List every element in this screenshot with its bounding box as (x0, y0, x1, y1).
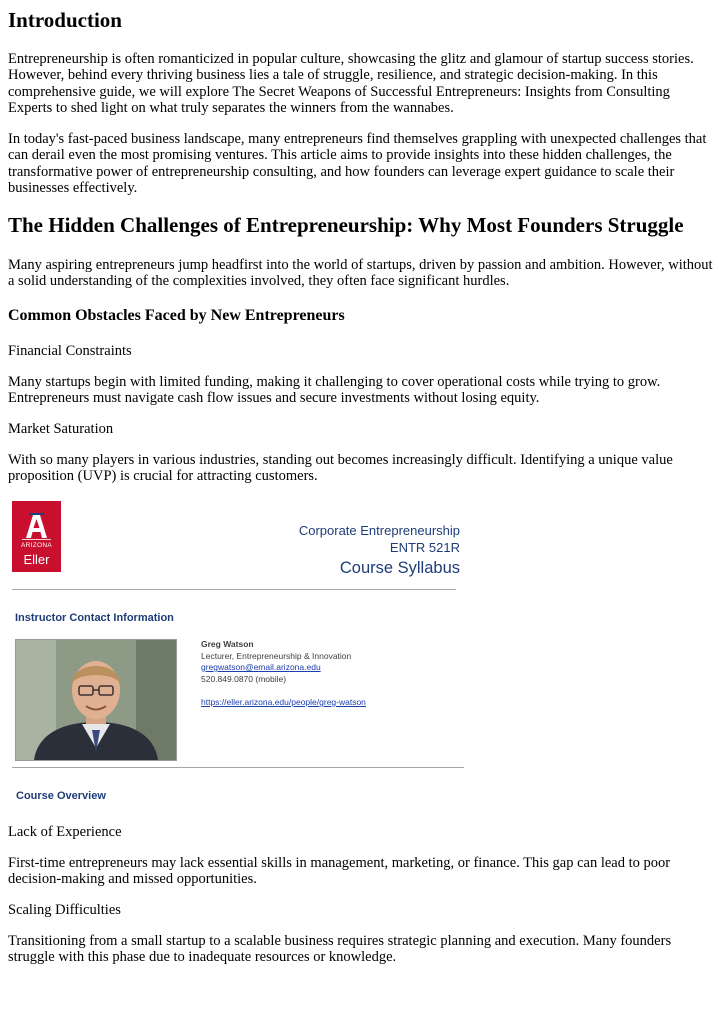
intro-paragraph-2: In today's fast-paced business landscape, many entrepreneurs find themselves grappling with unexpected challenges that can derail even the most promising ventures. This article aims to provide insights into these hidden challenges, the transformative power of entrepreneurship consulting, and how founders can leverage expert guidance to scale their businesses effectively. (8, 131, 707, 196)
logo-school-name: Eller (23, 552, 50, 567)
syllabus-image (8, 496, 468, 810)
contact-heading: Instructor Contact Information (15, 612, 174, 624)
scaling-difficulties-label: Scaling Difficulties (8, 902, 121, 918)
obstacles-heading: Common Obstacles Faced by New Entrepreneurs (8, 307, 345, 324)
market-saturation-label: Market Saturation (8, 421, 114, 437)
university-logo (12, 501, 61, 572)
course-name: Corporate Entrepreneurship (298, 523, 460, 538)
challenges-paragraph: Many aspiring entrepreneurs jump headfirst into the world of startups, driven by passion and ambition. However, without a solid understanding of the complexities involved, they often face significant hurdles. (8, 257, 713, 290)
scaling-difficulties-paragraph: Transitioning from a small startup to a scalable business requires strategic planning and execution. Many founders struggle with this phase due to inadequate resources or knowledge. (8, 933, 672, 966)
divider (12, 767, 464, 768)
instructor-photo (15, 639, 177, 761)
introduction-heading: Introduction (8, 8, 122, 32)
instructor-name: Greg Watson (201, 639, 254, 649)
instructor-email-link[interactable]: gregwatson@email.arizona.edu (201, 662, 321, 672)
instructor-title: Lecturer, Entrepreneurship & Innovation (201, 651, 352, 661)
instructor-portrait-icon (16, 640, 176, 760)
lack-of-experience-paragraph: First-time entrepreneurs may lack essential skills in management, marketing, or finance. This gap can lead to poor decision-making and missed opportunities. (8, 855, 671, 888)
course-overview-heading: Course Overview (16, 790, 106, 802)
intro-paragraph-1: Entrepreneurship is often romanticized in popular culture, showcasing the glitz and glamour of startup success stories. However, behind every thriving business lies a tale of struggle, resilience, and strategic decision-making. In this comprehensive guide, we will explore The Secret Weapons of Successful Entrepreneurs: Insights from Consulting Experts to shed light on what truly separates the winners from the wannabes. (8, 51, 694, 116)
logo-university-text: ARIZONA (21, 542, 52, 549)
financial-constraints-paragraph: Many startups begin with limited funding, making it challenging to cover operational costs while trying to grow. Entrepreneurs must navigate cash flow issues and secure investments without losing equity. (8, 374, 661, 407)
divider (12, 589, 456, 590)
market-saturation-paragraph: With so many players in various industries, standing out becomes increasingly difficult. Identifying a unique value proposition (UVP) is crucial for attracting customers. (8, 452, 673, 485)
syllabus-title: Course Syllabus (339, 559, 460, 577)
instructor-phone: 520.849.0870 (mobile) (201, 674, 287, 684)
lack-of-experience-label: Lack of Experience (8, 824, 122, 840)
challenges-heading: The Hidden Challenges of Entrepreneurship: Why Most Founders Struggle (8, 213, 684, 237)
course-code: ENTR 521R (389, 540, 460, 555)
instructor-profile-link[interactable]: https://eller.arizona.edu/people/greg-watson (201, 697, 366, 707)
financial-constraints-label: Financial Constraints (8, 343, 132, 359)
